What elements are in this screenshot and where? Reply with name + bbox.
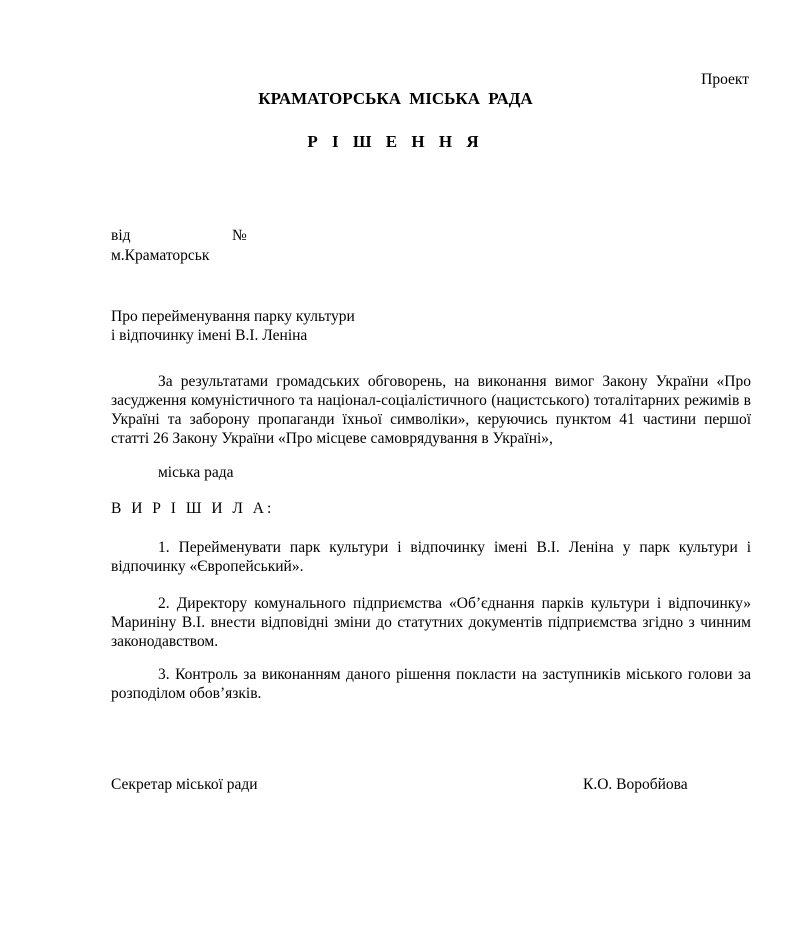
resolved-heading: В И Р І Ш И Л А: (111, 500, 275, 517)
resolution-item: 3. Контроль за виконанням даного рішення покласти на заступників міського голови за розподілом обов’язків. (111, 666, 751, 702)
date-label: від (111, 227, 131, 244)
city-label: м.Краматорськ (111, 247, 210, 264)
resolution-item: 1. Перейменувати парк культури і відпочинку імені В.І. Леніна у парк культури і відпочинку «Європейський». (111, 539, 751, 575)
subject-line-2: і відпочинку імені В.І. Леніна (111, 327, 308, 344)
signatory-position: Секретар міської ради (111, 776, 258, 793)
number-label: № (232, 227, 247, 244)
decision-subject (111, 307, 355, 345)
draft-label: Проект (701, 71, 749, 88)
resolution-item: 2. Директору комунального підприємства «Об’єднання парків культури і відпочинку» Мариніну В.І. внести відповідні зміни до статутних документів підприємства згідно з чинним законодавством. (111, 595, 751, 650)
signatory-name: К.О. Воробйова (583, 776, 688, 793)
subject-line-1: Про перейменування парку культури (111, 308, 355, 325)
council-name: КРАМАТОРСЬКА МІСЬКА РАДА (258, 89, 533, 108)
preamble-paragraph: За результатами громадських обговорень, на виконання вимог Закону України «Про засудження комуністичного та націонал-соціалістичного (нацистського) тоталітарних режимів в Україні та заборону пропаганди їхньої символіки», керуючись пунктом 41 частини першої статті 26 Закону України «Про місцеве самоврядування в Україні», (111, 373, 751, 447)
council-label: міська рада (158, 464, 234, 481)
document-type-title: Р І Ш Е Н Н Я (307, 132, 484, 151)
